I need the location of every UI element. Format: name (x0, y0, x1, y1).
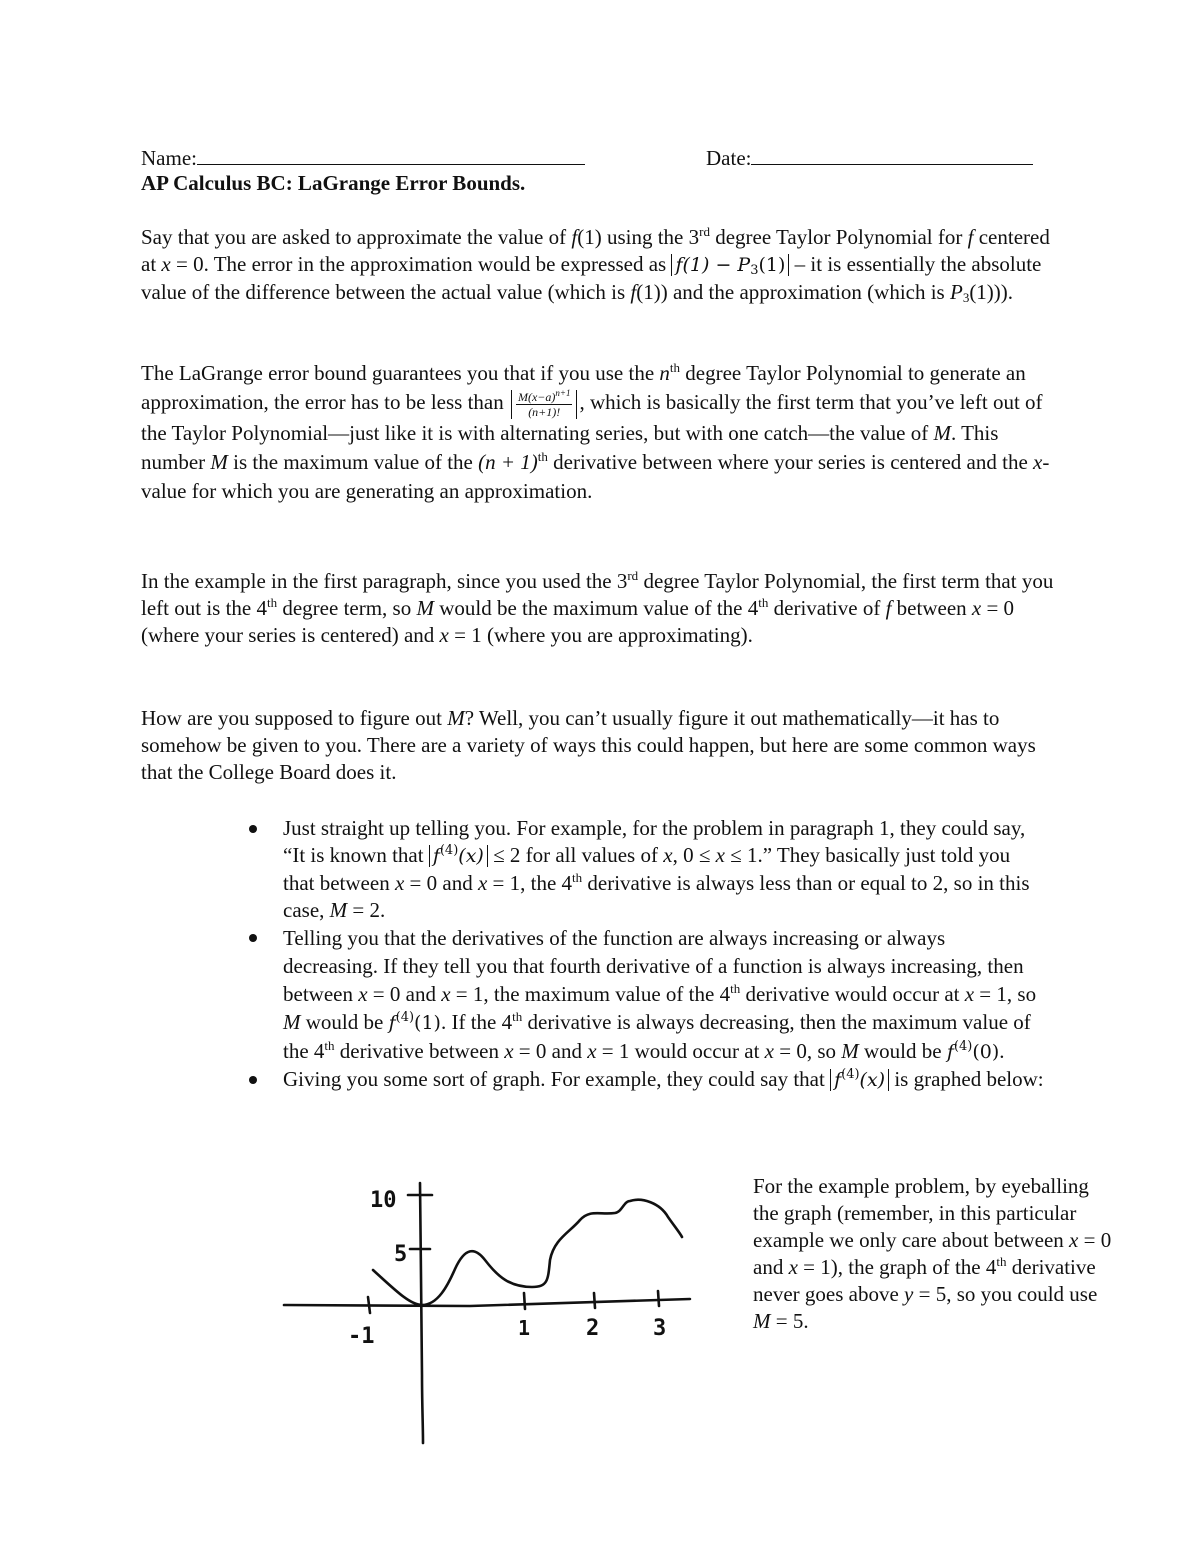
x-axis (284, 1299, 690, 1306)
name-blank (197, 143, 585, 165)
date-label: Date: (706, 146, 752, 170)
x-label-neg1: -1 (348, 1324, 375, 1349)
bullet-icon (249, 1076, 257, 1084)
bullet-icon (249, 934, 257, 942)
x-tick-3 (658, 1291, 659, 1306)
x-tick-2 (594, 1293, 595, 1308)
fourth-derivative-graph (270, 1165, 700, 1450)
name-label: Name: (141, 146, 197, 170)
graph-explanation: For the example problem, by eyeballing the graph (remember, in this particular example we only care about between x = 0 and x = 1), the graph of the 4th derivative never goes above y = 5, so you could use M = 5. (753, 1174, 1112, 1333)
x-tick-1 (524, 1293, 525, 1309)
f4-at-0: $f^{(4)}(0)$ (946, 1039, 1000, 1063)
bullet-icon (249, 825, 257, 833)
list-item: Just straight up telling you. For example, for the problem in paragraph 1, they could say, “It is known that $f^{(4)}(x) \le 2$ for all values of x, 0 ≤ x ≤ 1.” They basically just told you that between x = 0 and x = 1, the 4th derivative is always less than or equal to 2, so in this case, M = 2. (245, 815, 1045, 924)
page-title: AP Calculus BC: LaGrange Error Bounds. (141, 171, 526, 195)
y-label-5: 5 (394, 1242, 408, 1267)
y-axis (420, 1183, 423, 1443)
date-blank (751, 143, 1033, 165)
y-label-10: 10 (370, 1188, 397, 1213)
fourth-derivative-abs: $f^{(4)}(x)$ (429, 845, 488, 867)
list-item: Giving you some sort of graph. For example, they could say that $f^{(4)}(x)$ is graphed below: (245, 1066, 1045, 1094)
header-row (141, 143, 1071, 170)
name-field (141, 143, 585, 172)
paragraph-3: In the example in the first paragraph, since you used the 3rd degree Taylor Polynomial, the first term that you left out is the 4th degree term, so M would be the maximum value of the 4th derivative of f between x = 0 (where your series is centered) and x = 1 (where you are approximating). (141, 568, 1054, 647)
x-tick-neg1 (368, 1297, 370, 1313)
paragraph-1: Say that you are asked to approximate the value of f(1) using the 3rd degree Taylor Polynomial for f centered at x = 0. The error in the approximation would be expressed as $f(1) - P_3(1)$ – it is essentially the absolute value of the difference between the actual value (which is f(1)) and the approximation (which is $P_3(1)$)). (141, 224, 1050, 305)
fourth-derivative-abs-graph: $f^{(4)}(x)$ (830, 1069, 889, 1091)
paragraph-4: How are you supposed to figure out M? Well, you can’t usually figure it out mathematically—it has to somehow be given to you. There are a variety of ways this could happen, but here are some common ways that the College Board does it. (141, 706, 1036, 784)
error-expression: $f(1) - P_3(1)$ (671, 254, 789, 276)
x-label-3: 3 (653, 1316, 667, 1341)
paragraph-2: The LaGrange error bound guarantees you that if you use the $n^{th}$ degree Taylor Polynomial to generate an approximation, the error has to be less than $\frac{M(x-a)^{n+1}}{(n+1)!}$ , which is basically the first term that you’ve left out of the Taylor Polynomial—just like it is with alternating series, but with one catch—the value of M. This number M is the maximum value of the $(n + 1)^{th}$ derivative between where your series is centered and the x-value for which you are generating an approximation. (141, 360, 1050, 503)
f4-at-1: $f^{(4)}(1)$ (388, 1010, 441, 1034)
lagrange-bound-fraction: $\frac{M(x-a)^{n+1}}{(n+1)!}$ (511, 390, 578, 419)
x-label-1: 1 (518, 1316, 531, 1340)
list-item: Telling you that the derivatives of the function are always increasing or always decreasing. If they tell you that fourth derivative of a function is always increasing, then between x = 0 and x = 1, the maximum value of the 4th derivative would occur at x = 1, so M would be $f^{(4)}(1)$. If the 4th derivative is always decreasing, then the maximum value of the 4th derivative between x = 0 and x = 1 would occur at x = 0, so M would be $f^{(4)}(0)$. (245, 924, 1045, 1066)
x-label-2: 2 (586, 1316, 600, 1341)
method-list (245, 815, 1045, 1094)
date-field (706, 143, 1033, 172)
